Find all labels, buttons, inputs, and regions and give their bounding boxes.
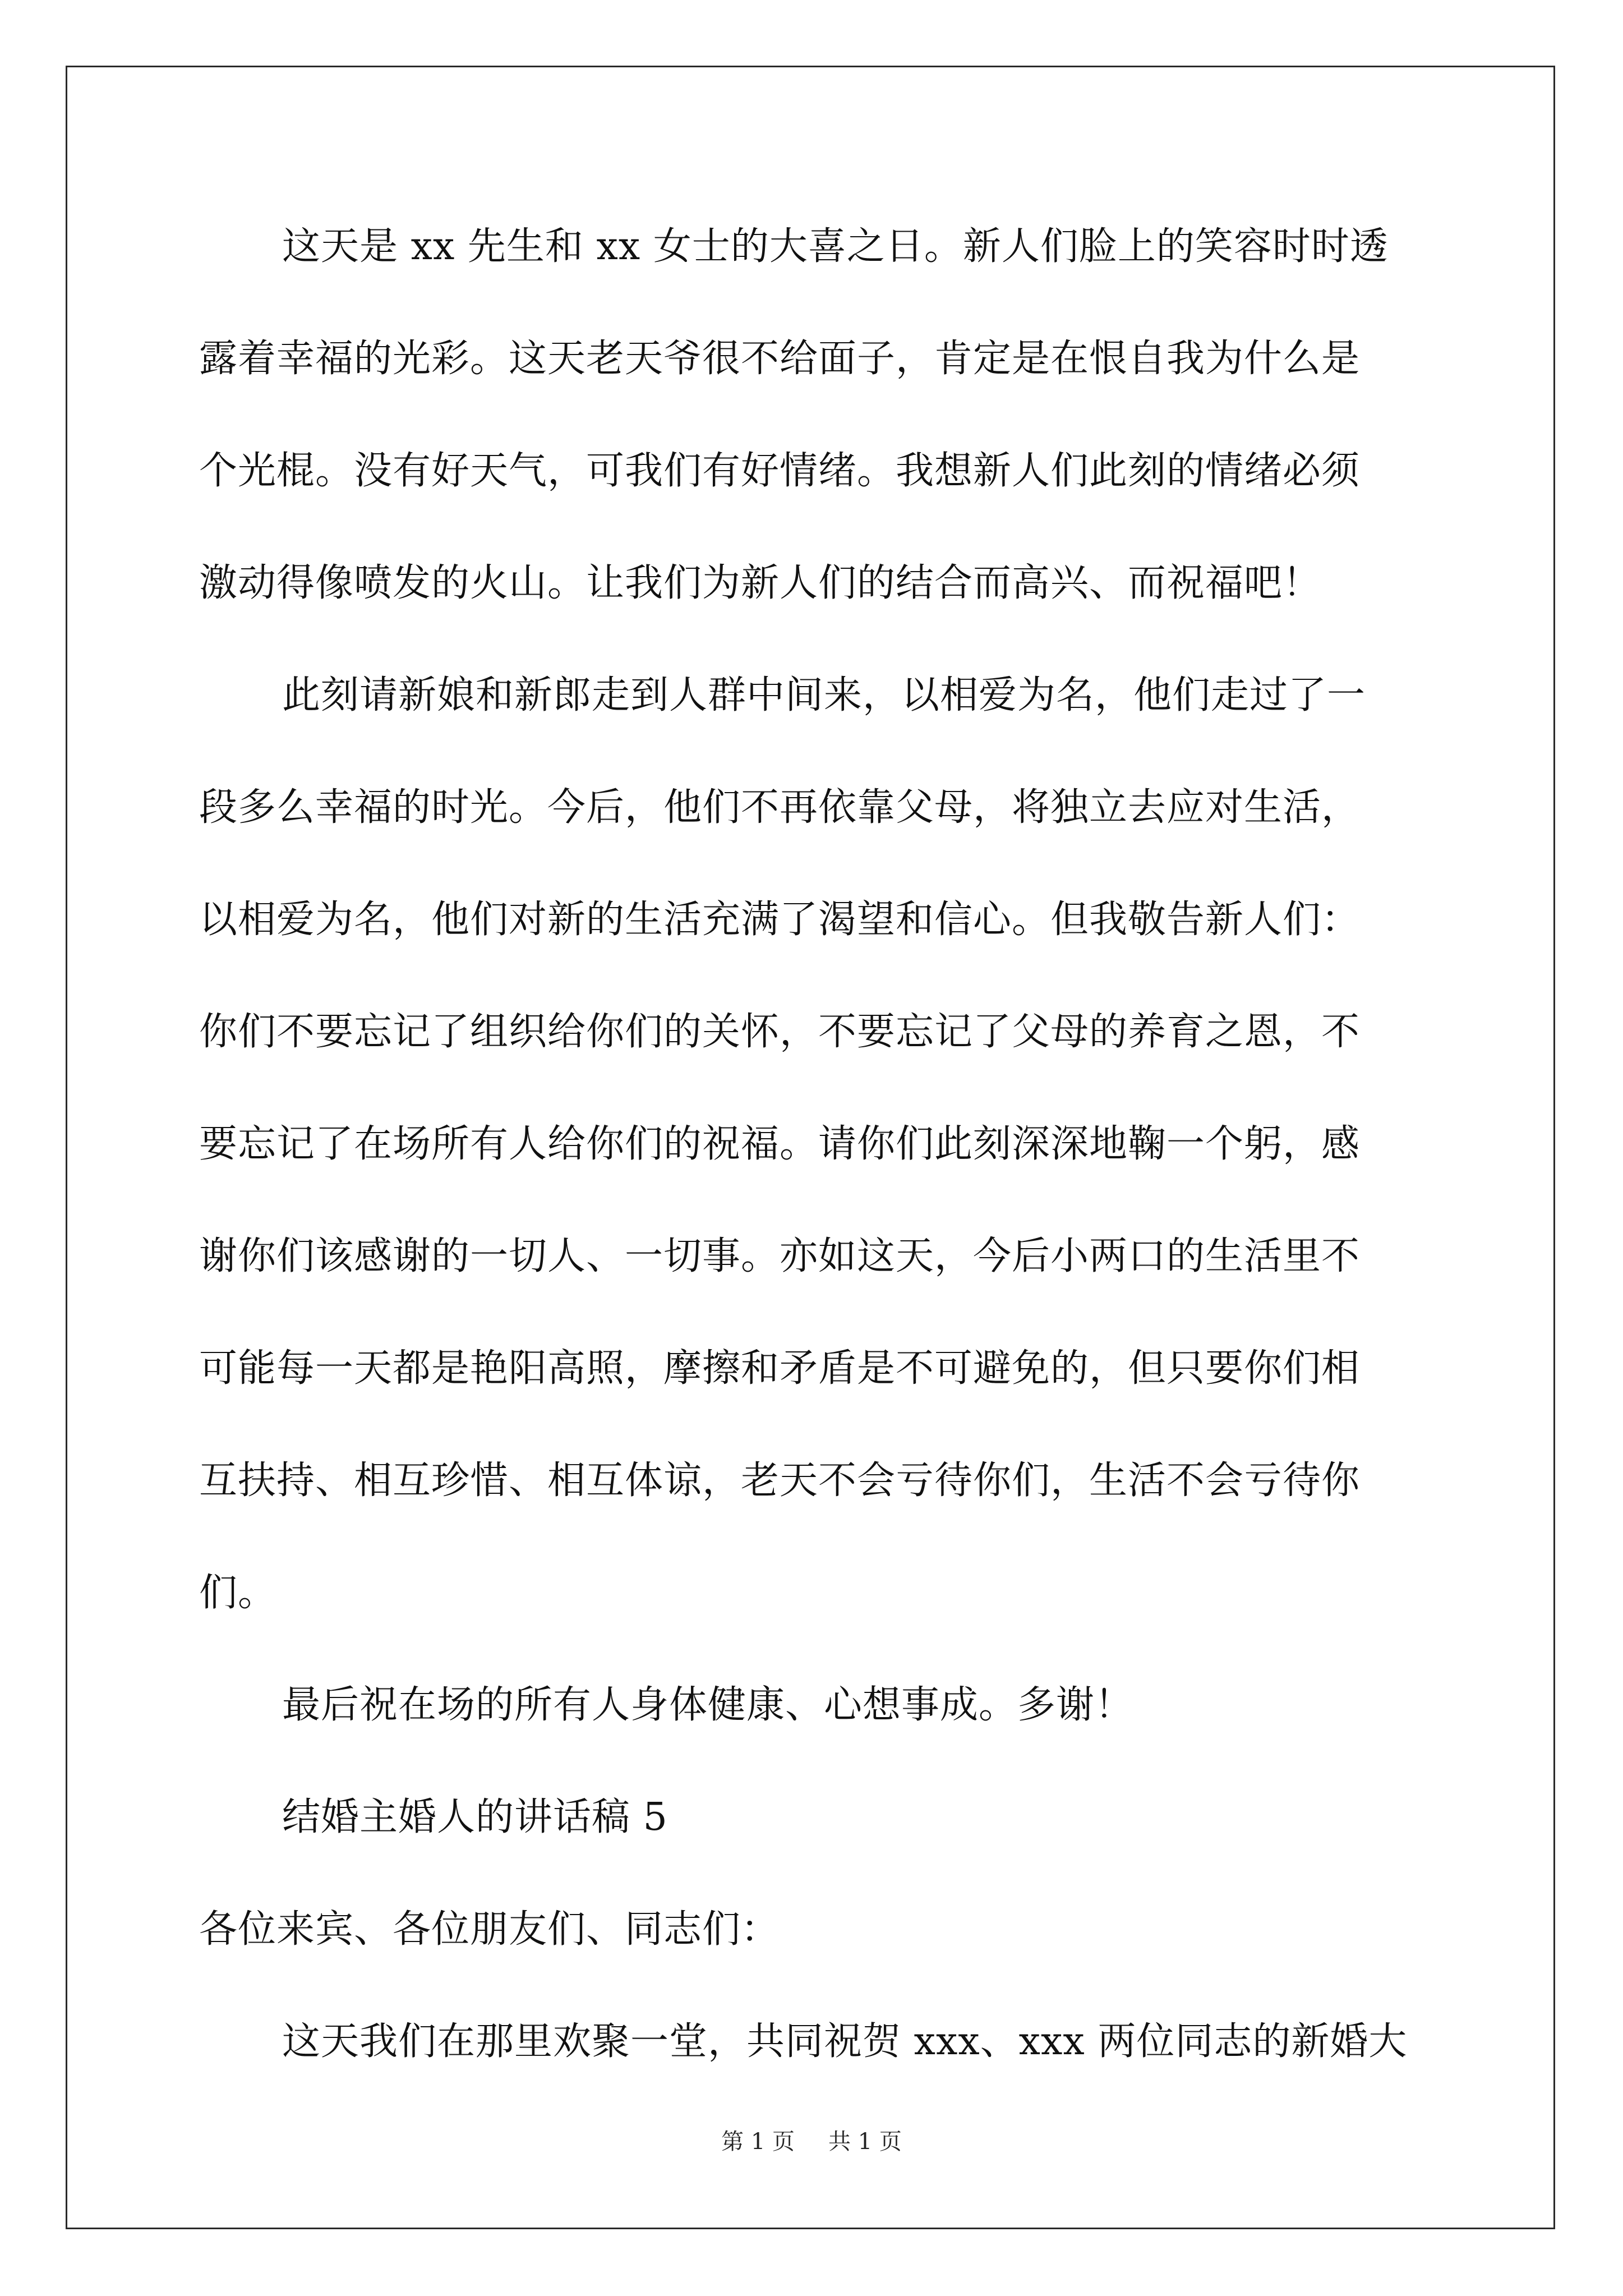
- paragraph-line: 可能每一天都是艳阳高照，摩擦和矛盾是不可避免的，但只要你们相: [199, 1346, 1361, 1391]
- paragraph-line: 激动得像喷发的火山。让我们为新人们的结合而高兴、而祝福吧！: [199, 561, 1322, 605]
- paragraph-line: 以相爱为名，他们对新的生活充满了渴望和信心。但我敬告新人们：: [199, 898, 1361, 942]
- page-footer: [0, 2125, 1623, 2159]
- section-heading: 结婚主婚人的讲话稿 5: [282, 1795, 668, 1839]
- document-body: [199, 216, 1422, 2123]
- page-total: 共 1 页: [828, 2129, 902, 2155]
- page-number: 第 1 页: [721, 2129, 795, 2155]
- paragraph-line: 你们不要忘记了组织给你们的关怀，不要忘记了父母的养育之恩，不: [199, 1010, 1361, 1054]
- paragraph-line: 段多么幸福的时光。今后，他们不再依靠父母，将独立去应对生活，: [199, 785, 1361, 830]
- paragraph-line: 这天我们在那里欢聚一堂，共同祝贺 xxx、xxx 两位同志的新婚大: [282, 2019, 1408, 2064]
- paragraph-line: 露着幸福的光彩。这天老天爷很不给面子，肯定是在恨自我为什么是: [199, 337, 1361, 381]
- paragraph-line: 谢你们该感谢的一切人、一切事。亦如这天，今后小两口的生活里不: [199, 1234, 1361, 1278]
- paragraph-line: 互扶持、相互珍惜、相互体谅，老天不会亏待你们，生活不会亏待你: [199, 1458, 1361, 1503]
- salutation-line: 各位来宾、各位朋友们、同志们：: [199, 1907, 780, 1952]
- paragraph-line: 要忘记了在场所有人给你们的祝福。请你们此刻深深地鞠一个躬，感: [199, 1122, 1361, 1166]
- paragraph-line: 此刻请新娘和新郎走到人群中间来，以相爱为名，他们走过了一: [282, 673, 1366, 717]
- paragraph-line: 最后祝在场的所有人身体健康、心想事成。多谢！: [282, 1683, 1134, 1727]
- paragraph-line: 个光棍。没有好天气，可我们有好情绪。我想新人们此刻的情绪必须: [199, 449, 1361, 493]
- paragraph-line: 这天是 xx 先生和 xx 女士的大喜之日。新人们脸上的笑容时时透: [282, 224, 1389, 269]
- paragraph-line: 们。: [199, 1571, 277, 1615]
